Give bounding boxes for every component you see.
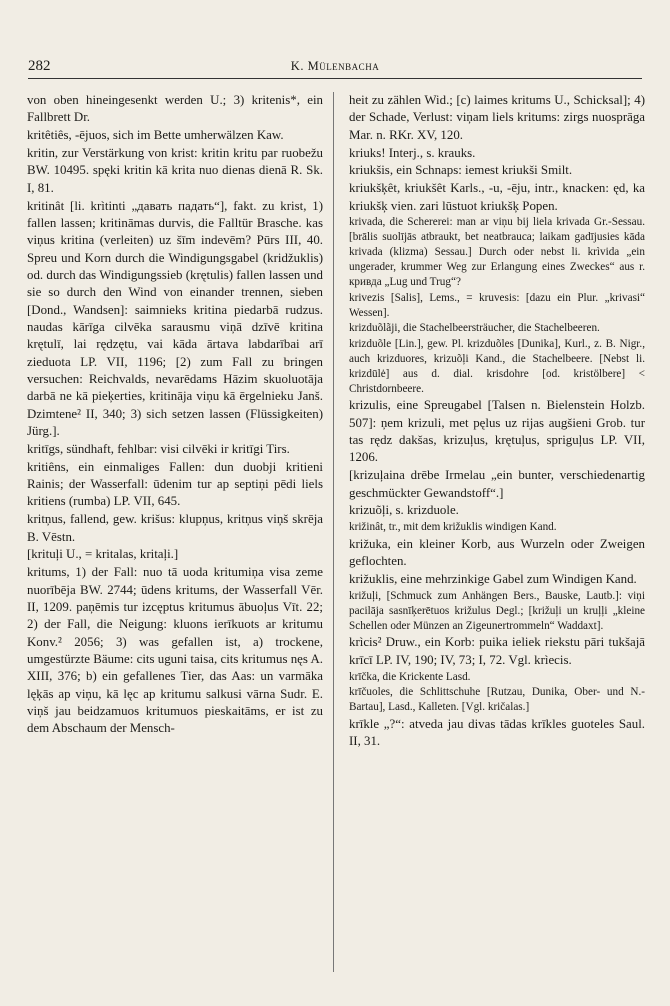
entry-kriuks: kriuks! Interj., s. krauks. [349, 145, 476, 160]
entry-krizulaina: [krizuļaina drēbe Irmelau „ein bunter, verschiedenartig geschmückter Gewandstoff“.] [349, 468, 645, 500]
entry-krizduole: krizduõle [Lin.], gew. Pl. krizduõles [Dunika], Kurl., z. B. Nigr., auch krizduores, krizuõļi Kand., die Stachelbeere. [Nebst li. krizdūlė] aus d. dial. krisdohre [od. kristölbere] < Christdornbeere. [349, 337, 645, 395]
entry-kritetiês: kritêtiês, -ējuos, sich im Bette umherwälzen Kaw. [27, 128, 284, 143]
entry-krizuklis: križuklis, eine mehrzinkige Gabel zum Windigen Kand. [349, 572, 637, 586]
entry-kritenis: von oben hineingesenkt werden U.; 3) kritenis*, ein Fallbrett Dr. [27, 93, 323, 125]
entry-kriukskêt: kriukšķêt, kriukšêt Karls., -u, -ēju, intr., knacken: ęd, ka kriukšķ vien. zari lūstuot kriukšķ Popen. [349, 181, 645, 213]
right-column [349, 92, 645, 750]
column-divider [333, 92, 334, 972]
entry-krivada: krivada, die Schererei: man ar viņu bij liela krivada Gr.-Sessau. [brālis suolījās atbraukt, bet neatbrauca; laikam gadījusies kāda krivada (klizma) Sessau.] Durch oder nebst li. krìvida „ein ungerader, krummer Weg zur Erlangung eines Zweckes“ aus r. кривда „Lug und Trug“? [349, 216, 645, 289]
entry-kricis: krìcis² Druw., ein Korb: puika ieliek riekstu pāri tukšajā krīcī LP. IV, 190; IV, 73; I, 72. Vgl. krìecis. [349, 635, 645, 667]
entry-krizulis: krizulis, eine Spreugabel [Talsen n. Bielenstein Holzb. 507]: ņem krizuli, met pęlus uz rijas augšieni Grob. tur tas rędz dakšas, krizuļus, krętuļus, spriguļus LP. VII, 1206. [349, 398, 645, 465]
entry-krizuka: križuka, ein kleiner Korb, aus Wurzeln oder Zweigen geflochten. [349, 536, 645, 569]
entry-kritigs: kritīgs, sündhaft, fehlbar: visi cilvēki ir kritīgi Tirs. [27, 441, 290, 456]
entry-krizuoli: krizuõļi, s. krizduole. [349, 503, 459, 518]
entry-krizinat: križinât, tr., mit dem križuklis windigen Kand. [349, 521, 557, 534]
page-number: 282 [28, 58, 51, 74]
entry-kricuoles: krīčuoles, die Schlittschuhe [Rutzau, Dunika, Ober- und N.-Bartau], Lasd., Kalleten. [Vgl. kričalas.] [349, 686, 645, 714]
left-column [27, 92, 323, 738]
entry-krizduolaji: krizduõlãji, die Stachelbeersträucher, die Stachelbeeren. [349, 322, 600, 335]
entry-kritnus: kritņus, fallend, gew. krišus: klupņus, kritņus viņš skrēja B. Vēstn. [27, 512, 323, 544]
entry-kritums: kritums, 1) der Fall: nuo tā uoda kritumiņa visa zeme nuorībēja BW. 2744; ūdens kritums, der Wasserfall Vēr. II, 1209. paņēmis tur izcęptus kritumus ābuoļus Vīt. 22; 2) der Fall, die Neigung: kluons ierīkuots ar kritumu Konv.² 2056; 3) was gefallen ist, a) trockene, umgestürzte Bäume: cits uguni taisa, cits kritumus nęs A. XIII, 376; b) ein gefallenes Tier, das Aas: un varmāka lęķās ap viņu, kā lęc ap kritumu salkusi vārna Sudr. E. viņš jau beidzamuos kritumuos pieskaitāms, er ist zu dem Abschaum der Mensch- [27, 565, 323, 736]
entry-kritiens: kritiêns, ein einmaliges Fallen: dun duobji kritieni Rainis; der Wasserfall: ūdenim tur ap septiņi pēdi liels kritiens (rumba) LP. VII, 645. [27, 459, 323, 509]
entry-kritinat: kritinât [li. krìtinti „давать падать“], fakt. zu krist, 1) fallen lassen; kritināmas durvis, die Falltür Brasche. kas viņus kritina (verleiten) uz šīm indevēm? Pūrs III, 40. Spreu und Korn durch die Windigungsgabel (kridžuklis) od. durch das Windigungssieb (krętulis) fallen lassen und sie so durch den Wind von einander trennen, sieben [Dond., Wandsen]: saimnieks kritina piedarbā rudzus. naudas kārīga cilvēka sarausmu viņā dzīvē kritina krętulī, lai rędzętu, vai kāda ārtava labdarībai arī zieduota LP. VII, 1196; [2) zum Fall zu bringen versuchen: Reichvalds, nevarēdams Hāzim skuoluotāja darbā ne kā pieķerties, kritināja viņu kā ērgelnieku Janš. Dzimtene² II, 340; 3) sich setzen lassen (Flüssigkeiten) Jürg.]. [27, 198, 323, 439]
running-title: K. Mülenbacha [290, 59, 380, 73]
entry-krikle: krīkle „?“: atveda jau divas tādas krīkles guoteles Saul. II, 31. [349, 716, 645, 748]
entry-kricka: krīčka, die Krickente Lasd. [349, 670, 471, 683]
entry-krivezis: krivezis [Salis], Lems., = kruvesis: [dazu ein Plur. „krivasi“ Wessen]. [349, 291, 645, 319]
entry-kritums-cont: heit zu zählen Wid.; [c) laimes kritums U., Schicksal]; 4) der Schade, Verlust: viņam liels kritums: zirgs nuosprāga Mar. n. RKr. XV, 120. [349, 93, 645, 142]
entry-krituli: [krituļi U., = kritalas, kritaļi.] [27, 547, 179, 562]
page-header [28, 56, 642, 79]
entry-krizuli: križuļi, [Schmuck zum Anhängen Bers., Bauske, Lautb.]: viņi pacilāja sasnīķerētuos križulus Degl.; [križuļi un kruļļi „kleine Schellen oder Münzen an Zigeunertrommeln“ Waddaxt]. [349, 589, 645, 632]
entry-kritin: kritin, zur Verstärkung von krist: kritin kritu par ruobežu BW. 10495. spęki kritin kā krita nuo dienas dienā R. Sk. I, 81. [27, 146, 323, 195]
entry-kriuksis: kriukšis, ein Schnaps: iemest kriukši Smilt. [349, 163, 573, 178]
